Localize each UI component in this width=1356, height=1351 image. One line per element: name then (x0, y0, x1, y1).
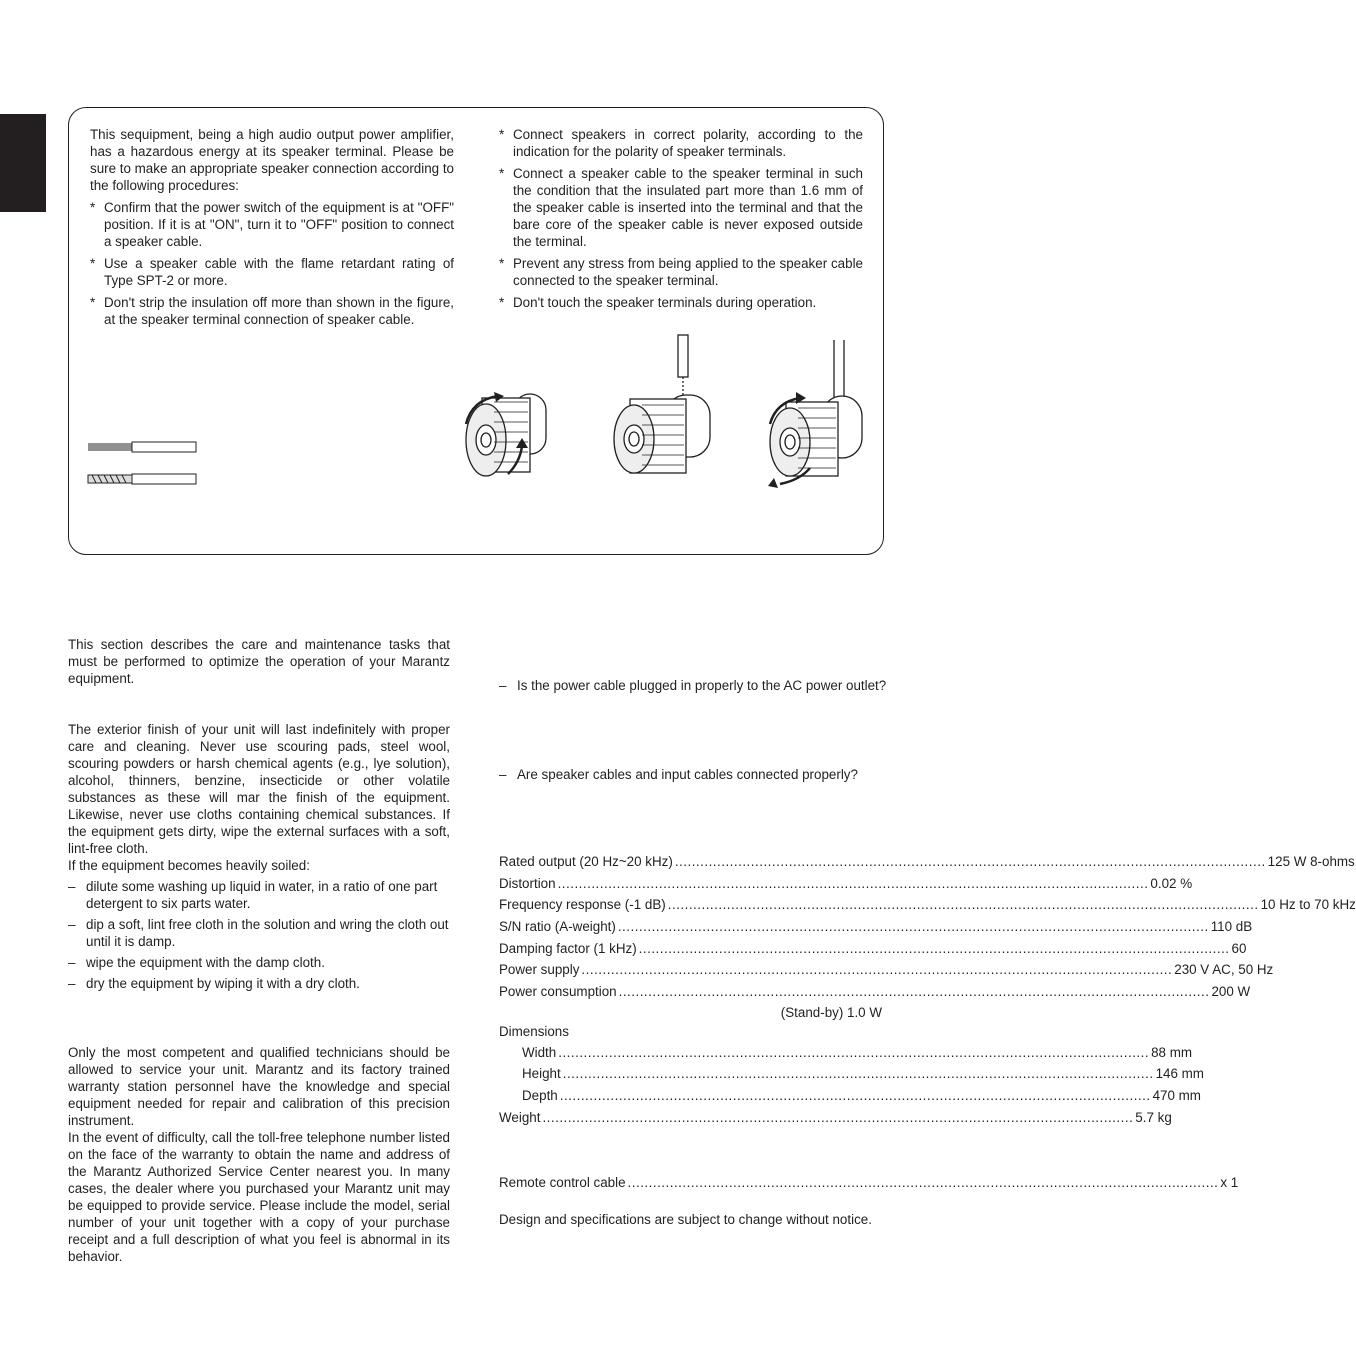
dash-mark: – (68, 955, 76, 970)
spec-value: 88 mm (1151, 1045, 1193, 1060)
spec-row (499, 1065, 1204, 1083)
terminal-insert-cable-illustration (604, 335, 714, 487)
leader-dots: ............................................................................................................................................ (627, 1175, 1219, 1190)
cleaning-step-text: wipe the equipment with the damp cloth. (86, 955, 325, 970)
bullet-mark: * (499, 127, 505, 142)
spec-row (499, 961, 1274, 979)
spec-row (499, 896, 1356, 914)
warning-item (499, 126, 863, 160)
leader-dots: ............................................................................................................................................ (617, 919, 1209, 934)
leader-dots: ............................................................................................................................................ (618, 984, 1210, 999)
leader-dots: ............................................................................................................................................ (559, 1088, 1151, 1103)
spec-row (499, 940, 1247, 958)
spec-label: Power consumption (499, 984, 617, 999)
warning-item (499, 294, 863, 311)
bullet-mark: * (499, 256, 505, 271)
warning-item-text: Connect speakers in correct polarity, according to the indication for the polarity of speaker terminals. (513, 127, 863, 159)
troubleshooting-question (499, 677, 887, 694)
cleaning-step-text: dry the equipment by wiping it with a dry cloth. (86, 976, 360, 991)
spec-row (499, 1044, 1193, 1062)
troubleshooting-item (499, 677, 887, 694)
cleaning-step (68, 954, 450, 971)
cleaning-step (68, 916, 450, 950)
warning-item (499, 165, 863, 250)
spec-label: Height (522, 1066, 561, 1081)
spec-row (499, 875, 1193, 893)
spec-value: 110 dB (1210, 919, 1253, 934)
spec-value: 0.02 % (1150, 876, 1193, 891)
warning-item-text: Don't touch the speaker terminals during operation. (513, 295, 817, 310)
accessory-quantity: x 1 (1220, 1175, 1239, 1190)
warning-right-column (499, 126, 863, 311)
heavily-soiled-text: If the equipment becomes heavily soiled: (68, 858, 310, 873)
spec-value: 125 W 8-ohms (1267, 854, 1355, 869)
warning-item (90, 199, 454, 250)
spec-label: S/N ratio (A-weight) (499, 919, 616, 934)
terminal-loosen-illustration (458, 390, 568, 494)
spec-label: Depth (522, 1088, 558, 1103)
spec-value: 146 mm (1155, 1066, 1204, 1081)
dash-mark: – (499, 767, 507, 782)
spec-row (499, 983, 1251, 1001)
dimensions-label: Dimensions (499, 1024, 569, 1039)
spec-value: 60 (1231, 941, 1247, 956)
dash-mark: – (68, 917, 76, 932)
cleaning-step-text: dip a soft, lint free cloth in the solution and wring the cloth out until it is damp. (86, 917, 449, 949)
cleaning-text: The exterior finish of your unit will last indefinitely with proper care and cleaning. Never use scouring pads, steel wool, scouring powders or harsh chemical agents (e.g., lye solution), alcohol, thinners, benzine, insecticide or other volatile substances as these will mar the finish of the equipment. Likewise, never use cloths containing chemical substances. If the equipment gets dirty, wipe the external surfaces with a soft, lint-free cloth. (68, 722, 450, 856)
spec-value: 5.7 kg (1135, 1110, 1172, 1125)
bullet-mark: * (90, 256, 96, 271)
spec-label: Frequency response (-1 dB) (499, 897, 666, 912)
bullet-mark: * (90, 295, 96, 310)
maintenance-column (68, 636, 450, 1265)
warning-left-column (90, 126, 454, 328)
dash-mark: – (68, 976, 76, 991)
bullet-mark: * (499, 295, 505, 310)
spec-value: 200 W (1211, 984, 1251, 999)
warning-item-text: Connect a speaker cable to the speaker terminal in such the condition that the insulated part more than 1.6 mm of the speaker cable is inserted into the terminal and that the bare core of the speaker cable is never exposed outside the terminal. (513, 166, 863, 249)
warning-item (90, 255, 454, 289)
spec-label: Distortion (499, 876, 556, 891)
bullet-mark: * (90, 200, 96, 215)
notice-block (499, 1211, 886, 1228)
spec-value: 230 V AC, 50 Hz (1174, 962, 1274, 977)
warning-item-text: Use a speaker cable with the flame retardant rating of Type SPT-2 or more. (104, 256, 454, 288)
spec-row (499, 853, 1355, 871)
spec-value: 10 Hz to 70 kHz (1260, 897, 1356, 912)
warning-item (90, 294, 454, 328)
spec-row (499, 1087, 1201, 1105)
spec-row-standby (499, 1004, 882, 1022)
spec-label: Damping factor (1 kHz) (499, 941, 637, 956)
standby-power-value: (Stand-by) 1.0 W (780, 1005, 882, 1020)
stripped-cable-illustration (86, 440, 200, 486)
cleaning-step (68, 975, 450, 992)
troubleshooting-item (499, 766, 889, 783)
bullet-mark: * (499, 166, 505, 181)
spec-row (499, 1109, 1172, 1127)
dash-mark: – (499, 678, 507, 693)
power-cable-question: Is the power cable plugged in properly to the AC power outlet? (517, 678, 887, 693)
leader-dots: ............................................................................................................................................ (667, 897, 1259, 912)
warning-intro: This sequipment, being a high audio output power amplifier, has a hazardous energy at its speaker terminal. Please be sure to make an appropriate speaker connection according to the following procedures: (90, 127, 454, 193)
dimensions-heading (499, 1023, 882, 1041)
warning-item-text: Confirm that the power switch of the equipment is at "OFF" position. If it is at "ON", turn it to "OFF" position to connect a speaker cable. (104, 200, 454, 249)
spec-label: Rated output (20 Hz~20 kHz) (499, 854, 673, 869)
change-notice: Design and specifications are subject to change without notice. (499, 1212, 872, 1227)
service-contact-text: In the event of difficulty, call the toll-free telephone number listed on the face of the warranty to obtain the name and address of the Marantz Authorized Service Center nearest you. In many cases, the dealer where you purchased your Marantz unit may be equipped to provide service. Please include the model, serial number of your unit together with a copy of your purchase receipt and a full description of what you feel is abnormal in its behavior. (68, 1130, 450, 1264)
service-text: Only the most competent and qualified technicians should be allowed to service your unit. Marantz and its factory trained warranty station personnel have the knowledge and special equipment needed for repair and calibration of this precision instrument. (68, 1045, 450, 1128)
leader-dots: ............................................................................................................................................ (562, 1066, 1154, 1081)
spec-label: Weight (499, 1110, 541, 1125)
leader-dots: ............................................................................................................................................ (558, 1045, 1150, 1060)
accessory-row (499, 1174, 1239, 1192)
speaker-cable-question: Are speaker cables and input cables connected properly? (517, 767, 858, 782)
leader-dots: ............................................................................................................................................ (557, 876, 1149, 891)
cleaning-step-text: dilute some washing up liquid in water, in a ratio of one part detergent to six parts water. (86, 879, 438, 911)
dash-mark: – (68, 879, 76, 894)
warning-item-text: Don't strip the insulation off more than shown in the figure, at the speaker terminal connection of speaker cable. (104, 295, 454, 327)
accessory-label: Remote control cable (499, 1175, 626, 1190)
terminal-tighten-illustration (760, 340, 870, 490)
warning-item-text: Prevent any stress from being applied to the speaker cable connected to the speaker terminal. (513, 256, 863, 288)
troubleshooting-question (499, 766, 889, 783)
spec-row (499, 918, 1253, 936)
leader-dots: ............................................................................................................................................ (542, 1110, 1134, 1125)
warning-item (499, 255, 863, 289)
cleaning-step (68, 878, 450, 912)
spec-label: Width (522, 1045, 557, 1060)
leader-dots: ............................................................................................................................................ (581, 962, 1173, 977)
maintenance-intro: This section describes the care and maintenance tasks that must be performed to optimize the operation of your Marantz equipment. (68, 637, 450, 686)
language-tab-marker (0, 114, 46, 212)
spec-label: Power supply (499, 962, 580, 977)
leader-dots: ............................................................................................................................................ (674, 854, 1266, 869)
spec-value: 470 mm (1152, 1088, 1201, 1103)
leader-dots: ............................................................................................................................................ (638, 941, 1230, 956)
